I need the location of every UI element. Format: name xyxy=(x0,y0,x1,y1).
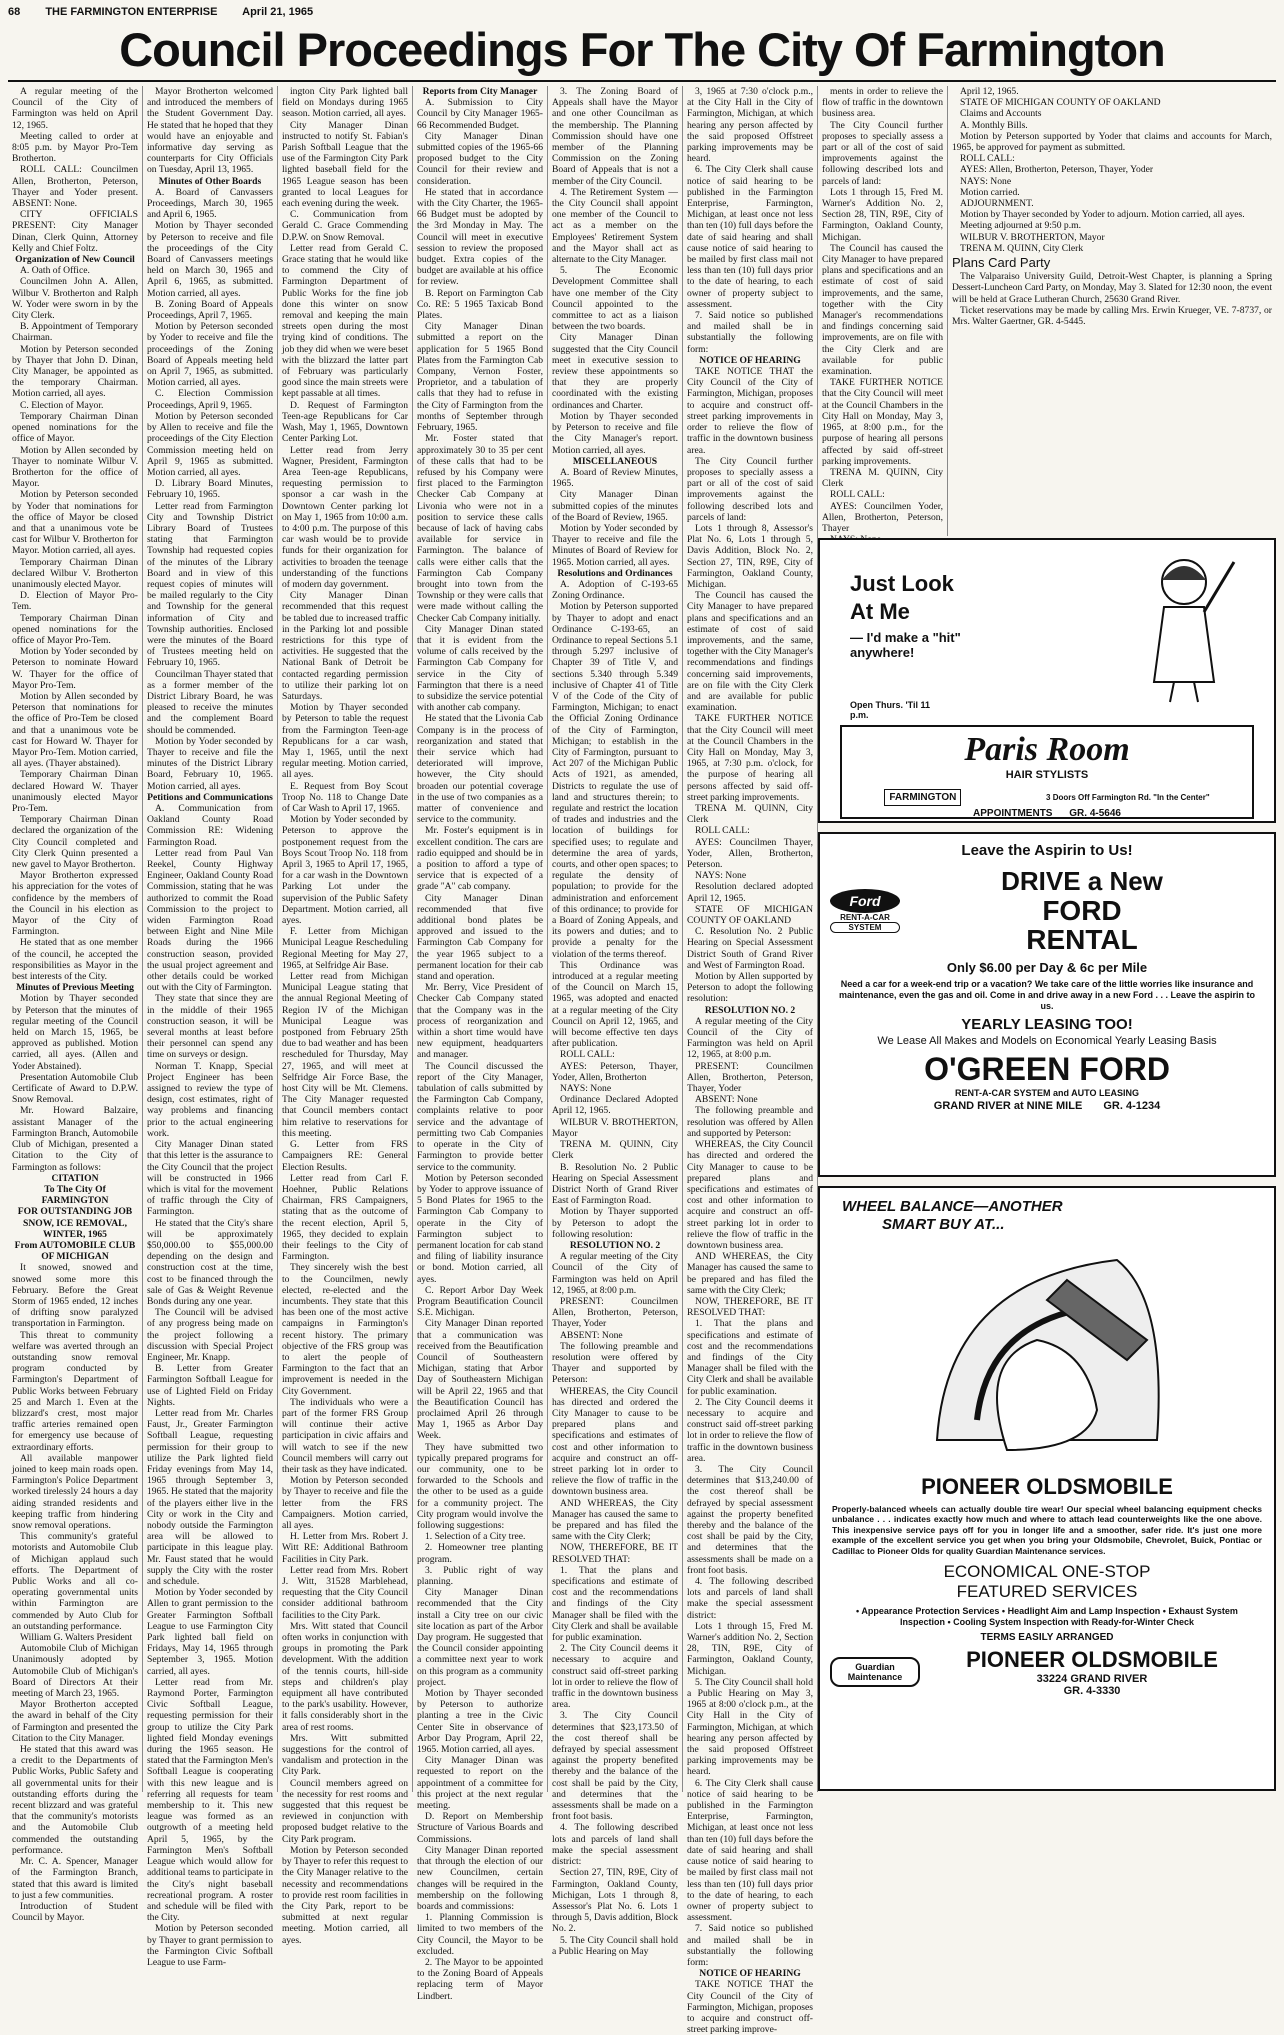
paragraph: ROLL CALL: xyxy=(960,153,1015,165)
paragraph: Letter read from Mrs. Robert J. Witt, 31528 Marblehead, requesting that the City Council consider additional bathroom facilities to the City Park. xyxy=(282,1564,408,1621)
paragraph: TAKE FURTHER NOTICE that the City Council will meet at the Council Chambers in the City Hall on Monday, May 3, 1965, at 8:00 p.m., for the purpose of hearing all persons affected by said off-street parking improvements. xyxy=(822,377,943,467)
headline-rule xyxy=(8,80,1276,82)
paragraph: City Manager Dinan instructed to notify St. Fabian's Parish Softball League that the use of the Farmington City Park lighted baseball field for the 1965 League season has been granted to local Leagues for each evening during the week. xyxy=(282,119,408,210)
ad-headline-1: WHEEL BALANCE—ANOTHER xyxy=(842,1198,1063,1215)
column-5 xyxy=(548,86,683,1957)
paragraph: Norman T. Knapp, Special Project Engineer has been assigned to review the type of design, cost estimates, right of way problems and financing prior to the actual engineering work. xyxy=(147,1060,273,1139)
paragraph: Mayor Brotherton expressed his appreciation for the votes of confidence by the members of the Council in his election as Mayor of the City of Farmington. xyxy=(12,870,138,938)
stylist-illustration xyxy=(1124,552,1244,702)
paragraph: Motion by Peterson seconded by Yoder to receive and file the proceedings of the Zoning Board of Appeals meeting held on April 7, 1965, as submitted. Motion carried, all ayes. xyxy=(147,321,273,389)
paragraph: Motion by Peterson supported by Yoder that claims and accounts for March, 1965, be approved for payment as submitted. xyxy=(952,130,1272,154)
paragraph: NOTICE OF HEARING xyxy=(699,1968,801,1980)
paragraph: A. Communication from Oakland County Road Commission RE: Widening Farmington Road. xyxy=(147,803,273,848)
salon-sub: HAIR STYLISTS xyxy=(1005,769,1089,781)
paragraph: 1. Planning Commission is limited to two members of the City Council, the Mayor to be excluded. xyxy=(417,1912,543,1957)
paragraph: MISCELLANEOUS xyxy=(572,455,658,467)
paragraph: AND WHEREAS, the City Manager has caused the same to be prepared and has filed the same with the City Clerk; xyxy=(552,1497,678,1543)
party-title: Plans Card Party xyxy=(952,255,1051,271)
paragraph: Claims and Accounts xyxy=(960,108,1042,120)
salon-phone: GR. 4-5646 xyxy=(1069,808,1121,819)
paragraph: NOTICE OF HEARING xyxy=(699,354,801,366)
paragraph: 7. Said notice so published and mailed shall be in substantially the following form: xyxy=(687,1923,813,1968)
store-hours: Open Thurs. 'Til 11 p.m. xyxy=(850,700,930,720)
paragraph: City Manager Dinan stated that it is evident from the volume of calls received by the Farmington Cab Company for service in the City of Farmington that there is a need to subsidize the service potential with another cab company. xyxy=(417,623,543,714)
paragraph: The Council will be advised of any progress being made on the project following a discussion with Special Project Engineer, Mr. Knapp. xyxy=(147,1307,273,1363)
paragraph: B. Resolution No. 2 Public Hearing on Special Assessment District North of Grand River East of Farmington Road. xyxy=(552,1161,678,1207)
ad-eco-2: FEATURED SERVICES xyxy=(956,1582,1138,1602)
paragraph: 3. The City Council determines that $23,173.50 of the cost thereof shall be defrayed by special assessment against the property benefited thereby and the balance of the cost shall be paid by the City, and determines that the assessments shall be made on a front foot basis. xyxy=(552,1710,678,1823)
appointments-label: APPOINTMENTS xyxy=(973,808,1053,819)
paragraph: City Manager Dinan recommended that the City install a City tree on our civic site location as part of the Arbor Day program. He suggested that the Council consider appointing a committee next year to work on this program as a community project. xyxy=(417,1587,543,1688)
ad-yearly: YEARLY LEASING TOO! xyxy=(961,1016,1133,1033)
headline: Council Proceedings For The City Of Farmington xyxy=(119,23,1165,76)
paragraph: Motion by Thayer supported by Peterson to adopt the following resolution: xyxy=(552,1206,678,1240)
paragraph: Motion by Peterson supported by Thayer to adopt and enact Ordinance C-193-65, an Ordinance to repeal Sections 5.1 through 5.297 inclusive of Chapter 39 of Title V, and sections 5.340 through 5.349 inclusive of Chapter 41 of Title V of the Code of the City of Farmington, Michigan; to enact the Official Zoning Ordinance of the City of Farmington, Michigan; to establish in the City of Farmington, pursuant to Act 207 of the Michigan Public Acts of 1921, as amended, Districts to regulate the use of land and structures therein; to regulate and restrict the location of trades and industries and the location of buildings for specified uses; to regulate and determine the area of yards, courts, and other open spaces; to regulate the density of population; to provide for the administration and enforcement of this ordinance; to provide for a Board of Zoning Appeals, and its powers and duties; and to provide a penalty for the violation of the terms thereof. xyxy=(552,601,678,960)
paragraph: 5. The Economic Development Committee shall have one member of the City Council appointed to the committee to act as a liaison between the two boards. xyxy=(552,265,678,333)
paragraph: A regular meeting of the City Council of the City of Farmington was held on April 12, 1965, at 8:00 p.m. xyxy=(552,1251,678,1296)
paragraph: Temporary Chairman Dinan declared the organization of the City Council completed and City Clerk Quinn presented a new gavel to Mayor Brotherton. xyxy=(12,814,138,871)
paragraph: C. Resolution No. 2 Public Hearing on Special Assessment District South of Grand River and West of Farmington Road. xyxy=(687,926,813,971)
paragraph: Motion by Allen supported by Peterson to adopt the following resolution: xyxy=(687,971,813,1005)
paragraph: NAYS: None xyxy=(560,1083,612,1095)
paragraph: TAKE NOTICE THAT the City Council of the City of Farmington, Michigan, proposes to acquire and construct off-street parking improve- xyxy=(687,1979,813,2035)
paragraph: Motion by Thayer seconded by Peterson to table the request from the Farmington Teen-age Republicans for a car wash, May 1, 1965, until the next regular meeting. Motion carried, all ayes. xyxy=(282,702,408,781)
paragraph: Mrs. Witt stated that Council often works in conjunction with groups in promoting the Park development. With the addition of the tennis courts, hill-side steps and children's play equipment all have contributed to the park's usability. However, it falls considerably short in the area of rest rooms. xyxy=(282,1620,408,1733)
paragraph: PRESENT: Councilmen Allen, Brotherton, Peterson, Thayer, Yoder xyxy=(687,1060,813,1095)
paragraph: 5. The City Council shall hold a Public Hearing on May 3, 1965 at 8:00 o'clock p.m., at the City Hall in the City of Farmington, Michigan, at which hearing any person affected by the said proposed Offstreet parking improvements may be heard. xyxy=(687,1676,813,1778)
paragraph: The Council has caused the City Manager to have prepared plans and specifications and an estimate of cost of said improvements, and the same, together with the City Manager's recommendations and findings concerning said improvements, are on file with the City Clerk and are available for public examination. xyxy=(822,242,943,378)
paragraph: Letter read from Carl F. Hoehner, Public Relations Chairman, FRS Campaigners, stating that as the outcome of the recent election, April 5, 1965, they decided to explain their feelings to the City of Farmington. xyxy=(282,1172,408,1263)
paragraph: The City Council further proposes to specially assess a part or all of the cost of said improvements against the following described lots and parcels of land: xyxy=(822,119,943,187)
paragraph: Meeting adjourned at 9:50 p.m. xyxy=(960,220,1081,232)
paragraph: C. Election Commission Proceedings, April 9, 1965. xyxy=(147,388,273,411)
paragraph: Motion by Thayer seconded by Peterson to receive and file the proceedings of the City Board of Canvassers meetings held on March 30, 1965 and April 6, 1965, as submitted. Motion carried, all ayes. xyxy=(147,220,273,299)
paragraph: 1. Selection of a City tree. xyxy=(425,1531,526,1543)
paragraph: Councilman Thayer stated that as a former member of the District Library Board, he was pleased to receive the minutes and the complement Board should be commended. xyxy=(147,668,273,736)
column-3 xyxy=(278,86,413,1946)
paragraph: Motion by Peterson seconded by Thayer that John D. Dinan, City Manager, be appointed as the temporary Chairman. Motion carried, all ayes. xyxy=(12,343,138,400)
paragraph: Presentation Automobile Club Certificate of Award to D.P.W. Snow Removal. xyxy=(12,1071,138,1106)
paragraph: C. Election of Mayor. xyxy=(20,399,104,411)
paragraph: AND WHEREAS, the City Manager has caused the same to be prepared and has filed the same with the City Clerk; xyxy=(687,1251,813,1296)
paragraph: Motion by Peterson seconded by Thayer to grant permission to the Farmington Civic Softball League to use Farm- xyxy=(147,1923,273,1968)
paragraph: 5. The City Council shall hold a Public Hearing on May xyxy=(552,1934,678,1957)
paragraph: City Manager Dinan submitted copies of the 1965-66 proposed budget to the City Council for their review and consideration. xyxy=(417,130,543,187)
dealer-name: O'GREEN FORD xyxy=(924,1051,1170,1087)
paragraph: He stated that the City's share will be approximately $50,000.00 to $55,000.00 depending on the design and construction cost at the time, cost to be financed through the sale of Gas & Weight Revenue Bonds during any one year. xyxy=(147,1217,273,1307)
paragraph: Letter read from Mr. Raymond Porter, Farmington Civic Softball League, requesting permission for their group to utilize the City Park lighted field Monday evenings during the 1965 season. He stated that the Farmington Men's Softball League is cooperating with this new league and is referring all requests for team membership to it. This new league was formed as an outgrowth of a meeting held April 5, 1965, by the Farmington Men's Softball League which would allow for additional teams to participate in the City's night baseball recreational program. A roster and schedule will be filed with the City. xyxy=(147,1676,273,1924)
ad-top-line: Leave the Aspirin to Us! xyxy=(961,842,1133,859)
center-badge: FARMINGTON xyxy=(884,789,961,806)
paragraph: They sincerely wish the best to the Councilmen, newly elected, re-elected and the incumbents. They state that this has been one of the most active campaigns in Farmington's recent history. The primary objective of the FRS group was to alert the people of Farmington to the fact that an improvement is needed in the City Government. xyxy=(282,1262,408,1397)
paragraph: The individuals who were a part of the former FRS Group will continue their active participation in civic affairs and will watch to see if the new Council members will carry out their task as they have indicated. xyxy=(282,1396,408,1475)
columns xyxy=(8,86,1276,2035)
ad-terms: TERMS EASILY ARRANGED xyxy=(980,1632,1114,1644)
paragraph: City Manager Dinan was requested to report on the appointment of a committee for this project at the next regular meeting. xyxy=(417,1755,543,1812)
paragraph: April 12, 1965. xyxy=(960,86,1019,97)
paragraph: WILBUR V. BROTHERTON, Mayor xyxy=(960,231,1105,243)
paragraph: TRENA M. QUINN, City Clerk xyxy=(552,1139,678,1162)
paragraph: Motion by Thayer seconded by Yoder to adjourn. Motion carried, all ayes. xyxy=(960,209,1245,221)
paragraph: D. Request of Farmington Teen-age Republicans for Car Wash, May 1, 1965, Downtown Center Parking Lot. xyxy=(282,399,408,445)
paragraph: Temporary Chairman Dinan declared Howard W. Thayer unanimously elected Mayor Pro-Tem. xyxy=(12,769,138,814)
column-8 xyxy=(948,86,1276,536)
paragraph: William G. Walters President xyxy=(20,1632,133,1644)
ad-tagline-2: At Me xyxy=(850,599,910,624)
paragraph: A. Board of Canvassers Proceedings, March 30, 1965 and April 6, 1965. xyxy=(147,186,273,221)
paragraph: D. Library Board Minutes, February 10, 1965. xyxy=(147,478,273,501)
paragraph: ROLL CALL: xyxy=(695,825,750,837)
paragraph: Temporary Chairman Dinan opened nominations for the office of Mayor Pro-Tem. xyxy=(12,612,138,646)
paragraph: Temporary Chairman Dinan declared Wilbur V. Brotherton unanimously elected Mayor. xyxy=(12,556,138,590)
paragraph: Reports from City Manager xyxy=(422,86,538,97)
column-2 xyxy=(143,86,278,1968)
paragraph: Section 27, TIN, R9E, City of Farmington, Oakland County, Michigan, Lots 1 through 8, Assessor's Plat No. 6. Lots 1 through 5, Davis addition, Block No. 2. xyxy=(552,1867,678,1935)
paragraph: Mr. Howard Balzaire, assistant Manager of the Farmington Branch, Automobile Club of Michigan, presented a Citation to the City of Farmington as follows: xyxy=(12,1105,138,1173)
paragraph: 4. The Retirement System — the City Council shall appoint one member of the Council to act as a member on the Employees' Retirement System and the Mayor shall act as alternate to the City Manager. xyxy=(552,186,678,266)
column-4 xyxy=(413,86,548,2002)
paragraph: The following preamble and resolution was offered by Allen and supported by Peterson: xyxy=(687,1105,813,1139)
paragraph: Letter read from Michigan Municipal League stating that the annual Regional Meeting of Region IV of the Michigan Municipal League was postponed from February 25th due to bad weather and has been rescheduled for Thursday, May 27, 1965, and will meet at Selfridge Air Force Base, the host City will be Mt. Clemens. The City Manager requested that Council members contact him relative to reservations for this meeting. xyxy=(282,971,408,1139)
ad-headline-3: RENTAL xyxy=(1026,924,1138,955)
paragraph: NOW, THEREFORE, BE IT RESOLVED THAT: xyxy=(687,1295,813,1319)
paragraph: Motion by Yoder seconded by Thayer to receive and file the minutes of the District Library Board, February 10, 1965. Motion carried, all ayes. xyxy=(147,735,273,792)
paragraph: Resolutions and Ordinances xyxy=(557,567,673,579)
paragraph: AYES: Peterson, Thayer, Yoder, Allen, Brotherton xyxy=(552,1060,678,1083)
paris-room-ad xyxy=(818,538,1276,823)
paragraph: ROLL CALL: Councilmen Allen, Brotherton, Peterson, Thayer and Yoder present. ABSENT: None. xyxy=(12,164,138,210)
paragraph: Motion carried. xyxy=(960,186,1020,198)
paragraph: A. Board of Review Minutes, 1965. xyxy=(552,466,678,490)
paragraph: Petitions and Communications xyxy=(147,791,273,803)
column-6 xyxy=(683,86,818,2035)
paragraph: Motion by Thayer seconded by Peterson to authorize planting a tree in the Civic Center Site in observance of Arbor Day Program, April 22, 1965. Motion carried, all ayes. xyxy=(417,1688,543,1756)
paragraph: Motion by Peterson seconded by Thayer to refer this request to the City Manager relative to the necessity and recommendations to provide rest room facilities in the City Park, report to be submitted at next regular meeting. Motion carried, all ayes. xyxy=(282,1844,408,1946)
paragraph: Motion by Thayer seconded by Peterson that the minutes of regular meeting of the Council held on March 15, 1965, be approved as published. Motion carried, all ayes. (Allen and Yoder Abstained). xyxy=(12,993,138,1072)
paragraph: CITY OFFICIALS PRESENT: City Manager Dinan, Clerk Quinn, Attorney Kelly and Chief Foltz. xyxy=(12,209,138,254)
paragraph: Mr. Berry, Vice President of Checker Cab Company stated that the Company was in the process of reorganization and within a short time would have new equipment, headquarters and manager. xyxy=(417,982,543,1061)
paragraph: TAKE NOTICE THAT the City Council of the City of Farmington, Michigan, proposes to acquire and construct off-street parking improvements in order to relieve the flow of traffic in the downtown business area. xyxy=(687,366,813,456)
paragraph: Letter read from Paul Van Reekel, County Highway Engineer, Oakland County Road Commission, stating that he was authorized to commit the Road Commission to the project to widen Farmington Road between Eight and Nine Mile Roads during the 1966 construction season, provided the usual project agreement and other details could be worked out with the City of Farmington. xyxy=(147,847,273,994)
paragraph: TRENA M. QUINN, City Clerk xyxy=(687,803,813,826)
paragraph: City Manager Dinan recommended that five additional bond plates be approved and issued to the Farmington Cab Company for the year 1965 subject to a permanent location for their cab stand and operation. xyxy=(417,892,543,983)
ad-eco-1: ECONOMICAL ONE-STOP xyxy=(943,1562,1151,1582)
issue-date: April 21, 1965 xyxy=(242,6,314,18)
paragraph: TRENA M. QUINN, City Clerk xyxy=(822,466,943,490)
ad-price: Only $6.00 per Day & 6c per Mile xyxy=(946,960,1148,975)
paragraph: Council members agreed on the necessity for rest rooms and suggested that this request be reviewed in conjunction with proposed budget relative to the City Park program. xyxy=(282,1777,408,1845)
paragraph: Letter read from Farmington City and Township District Library Board of Trustees stating that Farmington Township had requested copies of the minutes of the Library Board and in view of this request copies of minutes will be mailed regularly to the City and Township for the general information of City and Township authorities. Enclosed were the minutes of the Board of Trustees meeting held on February 10, 1965. xyxy=(147,500,273,669)
paragraph: B. Zoning Board of Appeals Proceedings, April 7, 1965. xyxy=(147,298,273,322)
wheel-weight-illustration xyxy=(917,1240,1177,1470)
paper-name: THE FARMINGTON ENTERPRISE xyxy=(45,6,218,18)
rent-a-car-label: RENT-A-CAR xyxy=(840,912,890,922)
paragraph: Introduction of Student Council by Mayor. xyxy=(12,1900,138,1924)
paragraph: A. Oath of Office. xyxy=(20,265,90,277)
paragraph: G. Letter from FRS Campaigners RE: General Election Results. xyxy=(282,1139,408,1173)
paragraph: A. Adoption of C-193-65 Zoning Ordinance. xyxy=(552,578,678,602)
ad-lease: We Lease All Makes and Models on Economical Yearly Leasing Basis xyxy=(877,1035,1217,1047)
paragraph: Motion by Peterson seconded by Yoder to approve issuance of 5 Bond Plates for 1965 to the Farmington Cab Company to operate in the City of Farmington subject to permanent location for cab stand and filing of liability insurance or bond. Motion carried, all ayes. xyxy=(417,1172,543,1285)
paragraph: Letter read from Mr. Charles Faust, Jr., Greater Farmington Softball League, requesting permission for their group to utilize the Park lighted field Friday evenings from May 14, 1965 through September 3, 1965. He stated that the majority of the players either live in the City or work in the City and nobody outside the Farmington area will be allowed to participate in this league play. Mr. Faust stated that he would supply the City with the roster and schedule. xyxy=(147,1407,273,1588)
paragraph: Mr. Foster's equipment is in excellent condition. The cars are radio equipped and should be in a position to afford a type of service that is expected of a grade "A" cab company. xyxy=(417,825,543,893)
paragraph: C. Communication from Gerald C. Grace Commending D.P.W. on Snow Removal. xyxy=(282,209,408,243)
paragraph: City Manager Dinan reported that a communication was received from the Beautification Council of Southeastern Michigan, stating that Arbor Day of Southeastern Michigan will be April 22, 1965 and that the Beautification Council has proclaimed April 26 through May 1, 1965 as Arbor Day Week. xyxy=(417,1318,543,1442)
paragraph: NOW, THEREFORE, BE IT RESOLVED THAT: xyxy=(552,1542,678,1565)
paragraph: NAYS: None xyxy=(695,870,747,882)
paragraph: AYES: Allen, Brotherton, Peterson, Thayer, Yoder xyxy=(960,164,1154,176)
ogreen-ford-ad xyxy=(818,832,1276,1177)
salon-address: 3 Doors Off Farmington Rd. "In the Center" xyxy=(1046,793,1210,802)
paragraph: City Manager Dinan suggested that the City Council meet in executive session to review these appointments so that they are properly coordinated with the existing ordinances and Charter. xyxy=(552,332,678,411)
paragraph: ROLL CALL: xyxy=(560,1049,615,1061)
paragraph: B. Letter from Greater Farmington Softball League for use of Lighted Field on Friday Nights. xyxy=(147,1363,273,1408)
paragraph: This Ordinance was introduced at a regular meeting of the Council on March 15, 1965, was adopted and enacted at a regular meeting of the City Council on April 12, 1965, and will become effective ten days after publication. xyxy=(552,959,678,1050)
paragraph: He stated that in accordance with the City Charter, the 1965-66 Budget must be adopted by the 3rd Monday in May. The Council will meet in executive session to review the proposed budget. Extra copies of the budget are available at his office for review. xyxy=(417,186,543,288)
paragraph: FOR OUTSTANDING JOB SNOW, ICE REMOVAL, WINTER, 1965 xyxy=(17,1206,133,1240)
paragraph: They have submitted two typically prepared programs for our community, one to be forwarded to the Schools and the other to be used as a guide for a community project. The City program would involve the following suggestions: xyxy=(417,1441,543,1531)
column-7 xyxy=(818,86,948,536)
paragraph: A regular meeting of the Council of the City of Farmington was held on April 12, 1965. xyxy=(12,86,138,131)
paragraph: D. Election of Mayor Pro-Tem. xyxy=(12,590,138,613)
paragraph: ROLL CALL: xyxy=(830,489,885,501)
folio xyxy=(8,6,1276,20)
col8-lines xyxy=(952,86,1272,254)
paragraph: WILBUR V. BROTHERTON, Mayor xyxy=(552,1116,678,1139)
paragraph: ABSENT: None xyxy=(695,1094,758,1106)
column-1 xyxy=(8,86,143,1924)
paragraph: Minutes of Previous Meeting xyxy=(16,982,134,994)
paragraph: They state that since they are in the middle of their 1965 construction season, it will be several months at least before their personnel can spend any time on surveys or design. xyxy=(147,993,273,1061)
paragraph: He stated that this award was a credit to the Departments of Public Works, Public Safety and all governmental units for their outstanding efforts during the recent blizzard and was grateful that the community's motorists and the Automobile Club commended the outstanding performance. xyxy=(12,1744,138,1856)
paragraph: Automobile Club of Michigan Unanimously adopted by Automobile Club of Michigan's Board of Directors At their meeting of March 23, 1965. xyxy=(12,1643,138,1700)
paragraph: From AUTOMOBILE CLUB OF MICHIGAN xyxy=(14,1239,136,1263)
paragraph: Organization of New Council xyxy=(15,254,135,266)
paragraph: 3, 1965 at 7:30 o'clock p.m., at the City Hall in the City of Farmington, Michigan, at which hearing any person affected by the said proposed Offstreet parking improvements may be heard. xyxy=(687,86,813,165)
paragraph: NAYS: None xyxy=(960,175,1012,187)
paragraph: This threat to community welfare was averted through an outstanding snow removal program conducted by Farmington's Department of Public Works between February 25 and March 1. Even at the blizzard's crest, most major traffic arteries remained open for emergency use because of extraordinary efforts. xyxy=(12,1329,138,1453)
paragraph: Letter read from Gerald C. Grace stating that he would like to commend the City of Farmington Department of Public Works for the fine job done this winter on snow removal and keeping the main streets open during the most trying kind of conditions. The job they did when we were beset with the blizzard the latter part of February was particularly good since the main streets were kept passable at all times. xyxy=(282,242,408,400)
paragraph: 3. The Zoning Board of Appeals shall have the Mayor and one other Councilman as the membership. The Planning Commission should have one member of the Planning Commission on the Zoning Board of Appeals that is not a member of the City Council. xyxy=(552,86,678,187)
paragraph: Lots 1 through 8, Assessor's Plat No. 6, Lots 1 through 5, Davis Addition, Block No. 2, Section 27, TIN, R9E, City of Farmington, Oakland County, Michigan. xyxy=(687,522,813,590)
paragraph: RESOLUTION NO. 2 xyxy=(704,1004,796,1016)
paragraph: Motion by Yoder seconded by Peterson to approve the postponement request from the Boys Scout Troop No. 118 from April 3, 1965 to April 17, 1965, for a car wash in the Downtown Parking Lot under the supervision of the Public Safety Department. Motion carried, all ayes. xyxy=(282,814,408,927)
dealer-name-footer: PIONEER OLDSMOBILE xyxy=(966,1647,1218,1673)
paragraph: City Manager Dinan stated that this letter is the assurance to the City Council that the project will be constructed in 1966 which is vital for the movement of traffic through the City of Farmington. xyxy=(147,1139,273,1218)
page-number: 68 xyxy=(8,6,21,18)
ad-headline-2: FORD xyxy=(1042,895,1122,926)
paragraph: This community's grateful motorists and Automobile Club of Michigan applaud such efforts. The Department of Public Works and all co-operating governmental units within Farmington are commended by Auto Club for an outstanding performance. xyxy=(12,1531,138,1632)
salon-name: Paris Room xyxy=(964,731,1130,768)
party-text: The Valparaiso University Guild, Detroit-West Chapter, is planning a Spring Dessert-Luncheon Card Party, on Monday, May 3. Slated for 12:30 noon, the event will be held at Grace Lutheran Church, 25630 Grand River. xyxy=(952,271,1272,305)
paragraph: Mayor Brotherton accepted the award in behalf of the City of Farmington and presented the Citation to the City Manager. xyxy=(12,1699,138,1744)
paragraph: 7. Said notice so published and mailed shall be in substantially the following form: xyxy=(687,310,813,355)
guardian-maintenance-badge: Guardian Maintenance xyxy=(830,1657,920,1687)
paragraph: 4. The following described lots and parcels of land shall make the special assessment district: xyxy=(552,1822,678,1868)
paragraph: Mayor Brotherton welcomed and introduced the members of the Student Government Day. He stated that he hoped that they would have an enjoyable and informative day serving as counterparts for City Officials on Tuesday, April 13, 1965. xyxy=(147,86,273,176)
paragraph: Motion by Allen seconded by Peterson that nominations for the office of Pro-Tem be closed and that a unanimous vote be cast for Howard W. Thayer for Mayor Pro-Tem. Motion carried, all ayes. (Thayer abstained). xyxy=(12,690,138,770)
paragraph: RESOLUTION NO. 2 xyxy=(569,1239,661,1251)
ad-headline-1: DRIVE a New xyxy=(1001,866,1163,896)
paragraph: C. Report Arbor Day Week Program Beautification Council S.E. Michigan. xyxy=(417,1284,543,1319)
paragraph: Councilmen John A. Allen, Wilbur V. Brotherton and Ralph W. Yoder were sworn in by the City Clerk. xyxy=(12,276,138,322)
paragraph: City Manager Dinan recommended that this request be tabled due to increased traffic in the Parking lot and possible restrictions for this type of activities. He suggested that the National Bank of Detroit be contacted regarding permission to utilize their parking lot on Saturdays. xyxy=(282,590,408,702)
paragraph: 2. The City Council deems it necessary to acquire and construct said off-street parking lot in order to relieve the flow of traffic in the downtown business area. xyxy=(552,1643,678,1711)
ad-services: • Appearance Protection Services • Headlight Aim and Lamp Inspection • Exhaust System Inspection • Cooling System Inspection with Ready-for-Winter Check xyxy=(856,1606,1238,1628)
paragraph: City Manager Dinan submitted copies of the minutes of the Board of Review, 1965. xyxy=(552,489,678,523)
paragraph: AYES: Councilmen Thayer, Yoder, Allen, Brotherton, Peterson. xyxy=(687,836,813,871)
paragraph: 3. The City Council determines that $13,240.00 of the cost thereof shall be defrayed by special assessment against the property benefited thereby and the balance of the cost shall be paid by the City, and determines that the assessments shall be made on a front foot basis. xyxy=(687,1463,813,1576)
paragraph: A. Submission to City Council by City Manager 1965-66 Recommended Budget. xyxy=(417,97,543,131)
paragraph: 3. Public right of way planning. xyxy=(417,1564,543,1588)
paragraph: City Manager Dinan submitted a report on the application for 5 1965 Bond Plates from the Farmington Cab Company, Vernon Foster, Proprietor, and a tabulation of calls that they had to refuse in the City of Farmington from the months of September through February, 1965. xyxy=(417,321,543,434)
paragraph: 2. The City Council deems it necessary to acquire and construct said off-street parking lot in order to relieve the flow of traffic in the downtown business area. xyxy=(687,1396,813,1464)
paragraph: WHEREAS, the City Council has directed and ordered the City Manager to cause to be prepared plans and specifications and estimates of cost and other information to acquire and construct an off-street parking lot in order to relieve the flow of traffic in the downtown business area. xyxy=(552,1385,678,1498)
dealer-phone: GR. 4-3330 xyxy=(1063,1685,1121,1698)
paragraph: 2. Homeowner tree planting program. xyxy=(417,1542,543,1565)
paragraph: The Council discussed the report of the City Manager, tabulation of calls submitted by the Farmington Cab Company, complaints relative to poor service and the advantage of permitting two Cab Companies to operate in the City of Farmington to provide better service to the community. xyxy=(417,1060,543,1173)
party-text-2: Ticket reservations may be made by calling Mrs. Erwin Krueger, VE. 7-8737, or Mrs. Walter Gaertner, GR. 4-5445. xyxy=(952,304,1272,328)
dealer-address: 33224 GRAND RIVER xyxy=(1036,1673,1148,1686)
paragraph: Meeting called to order at 8:05 p.m. by Mayor Pro-Tem Brotherton. xyxy=(12,130,138,165)
paragraph: Mrs. Witt submitted suggestions for the control of vandalism and protection in the City Park. xyxy=(282,1732,408,1778)
paragraph: Mr. Foster stated that approximately 30 to 35 per cent of these calls that had to be refused by his Company were first placed to the Farmington Checker Cab Company at Livonia who were not in a position to service these calls because of lack of having cabs available for service in Farmington. The balance of calls were either calls that the Farmington Cab Company brought into town from the Township or they were calls that were made without calling the Checker Cab Company initially. xyxy=(417,433,543,624)
paragraph: The City Council further proposes to specially assess a part or all of the cost of said improvements against the following described lots and parcels of land: xyxy=(687,455,813,523)
paragraph: CITATION xyxy=(51,1172,99,1184)
paragraph: Motion by Peterson seconded by Thayer to receive and file the letter from the FRS Campaigners. Motion carried, all ayes. xyxy=(282,1475,408,1531)
paragraph: STATE OF MICHIGAN COUNTY OF OAKLAND xyxy=(960,97,1161,109)
dealer-phone: GR. 4-1234 xyxy=(1103,1100,1161,1112)
ad-headline-2: SMART BUY AT... xyxy=(882,1216,1005,1233)
paragraph: Lots 1 through 15, Fred M. Warner's addition No. 2, Section 28, TIN, R9E, City of Farmington, Oakland County, Michigan. xyxy=(687,1620,813,1677)
paragraph: It snowed, snowed and snowed some more this February. Before the Great Storm of 1965 ended, 12 inches of drifting snow paralyzed transportation in Farmington. xyxy=(12,1262,138,1330)
paragraph: 2. The Mayor to be appointed to the Zoning Board of Appeals replacing term of Mayor Lindbert. xyxy=(417,1956,543,2002)
paragraph: Temporary Chairman Dinan opened nominations for the office of Mayor. xyxy=(12,410,138,445)
paragraph: Resolution declared adopted April 12, 1965. xyxy=(687,881,813,904)
right-ad-column xyxy=(818,86,1276,1792)
paragraph: 1. That the plans and specifications and estimate of cost and the recommendations and findings of the City Manager shall be filed with the City Clerk and shall be available for public examination. xyxy=(687,1318,813,1397)
paragraph: Motion by Allen seconded by Thayer to nominate Wilbur V. Brotherton for the office of Mayor. xyxy=(12,444,138,490)
paragraph: Motion by Yoder seconded by Peterson to nominate Howard W. Thayer for the office of Mayor Pro-Tem. xyxy=(12,646,138,691)
paragraph: The following preamble and resolution were offered by Thayer and supported by Peterson: xyxy=(552,1340,678,1386)
paragraph: Mr. C. A. Spencer, Manager of the Farmington Branch, stated that this award is limited to just a few communities. xyxy=(12,1856,138,1901)
paragraph: Motion by Peterson seconded by Yoder that nominations for the office of Mayor be closed and that a unanimous vote be cast for Wilbur V. Brotherton for Mayor. Motion carried, all ayes. xyxy=(12,489,138,557)
paragraph: He stated that the Livonia Cab Company is in the process of reorganization and stated that their service which had deteriorated will improve, however, the City should broaden our potential coverage in the use of two companies as a matter of convenience and service to the community. xyxy=(417,713,543,826)
ford-logo: Ford xyxy=(830,889,900,913)
dealer-address: GRAND RIVER at NINE MILE xyxy=(933,1100,1083,1112)
paragraph: He stated that as one member of the council, he accepted the responsibilities as Mayor in the best interests of the City. xyxy=(12,937,138,983)
paragraph: B. Report on Farmington Cab Co. RE: 5 1965 Taxicab Bond Plates. xyxy=(417,287,543,322)
paragraph: To The City Of FARMINGTON xyxy=(41,1183,109,1207)
paragraph: All available manpower joined to keep main roads open. Farmington's Police Department worked tirelessly 24 hours a day aiding stranded residents and keeping traffic from hindering snow removal operations. xyxy=(12,1452,138,1531)
ad-tagline-3: — I'd make a "hit" anywhere! xyxy=(850,630,961,660)
paragraph: E. Request from Boy Scout Troop No. 118 to Change Date of Car Wash to April 17, 1965. xyxy=(282,780,408,814)
paragraph: 4. The following described lots and parcels of land shall make the special assessment district: xyxy=(687,1576,813,1621)
paragraph: Motion by Yoder seconded by Allen to grant permission to the Greater Farmington Softball League to use Farmington City Park lighted ball field on Fridays, May 14, 1965 through September 3, 1965. Motion carried, all ayes. xyxy=(147,1587,273,1677)
paragraph: A regular meeting of the City Council of the City of Farmington was held on April 12, 1965, at 8:00 p.m. xyxy=(687,1015,813,1061)
paragraph: TRENA M. QUINN, City Clerk xyxy=(960,242,1084,254)
paragraph: B. Appointment of Temporary Chairman. xyxy=(12,321,138,344)
dealer-name: PIONEER OLDSMOBILE xyxy=(921,1474,1173,1499)
ad-tagline-1: Just Look xyxy=(850,571,954,596)
paragraph: 6. The City Clerk shall cause notice of said hearing to be published in the Farmington Enterprise, Farmington, Michigan, at least once not less than ten (10) full days before the date of said hearing and shall cause notice of said hearing to be mailed by first class mail not less than ten (10) full days prior to the date of hearing, to each owner of property subject to assessment. xyxy=(687,164,813,310)
paragraph: Motion by Yoder seconded by Thayer to receive and file the Minutes of Board of Review for 1965. Motion carried, all ayes. xyxy=(552,522,678,568)
paragraph: AYES: Councilmen Yoder, Allen, Brotherton, Peterson, Thayer xyxy=(822,500,943,534)
paragraph: 6. The City Clerk shall cause notice of said hearing to be published in the Farmington Enterprise, Farmington, Michigan, at least once not less than ten (10) full days before the date of said hearing and shall cause notice of said hearing to be mailed by first class mail not less than ten (10) full days prior to the date of hearing, to each owner of property subject to assessment. xyxy=(687,1777,813,1924)
paragraph: ments in order to relieve the flow of traffic in the downtown business area. xyxy=(822,86,943,120)
pioneer-oldsmobile-ad xyxy=(818,1186,1276,1791)
paragraph: A. Monthly Bills. xyxy=(960,119,1028,131)
paragraph: ington City Park lighted ball field on Mondays during 1965 season. Motion carried, all ayes. xyxy=(282,86,408,120)
ad-body: Properly-balanced wheels can actually double tire wear! Our special wheel balancing equipment checks unbalance . . . indicates exactly how much and where to attach lead counterweights like the one above. This inexpensive service pays off for you in longer life and a smoother, safer ride. It's just one more example of the excellent service you get when you bring your Oldsmobile, Chevrolet, Buick, Pontiac or Cadillac to Pioneer Olds for quality Guardian Maintenance services. xyxy=(832,1504,1262,1556)
paragraph: H. Letter from Mrs. Robert J. Witt RE: Additional Bathroom Facilities in City Park. xyxy=(282,1531,408,1565)
paragraph: ABSENT: None xyxy=(560,1329,623,1341)
paragraph: STATE OF MICHIGAN COUNTY OF OAKLAND xyxy=(687,903,813,927)
paragraph: WHEREAS, the City Council has directed and ordered the City Manager to cause to be prepared plans and specifications and estimates of cost and other information to acquire and construct an off-street parking lot in order to relieve the flow of traffic in the downtown business area. xyxy=(687,1139,813,1251)
paragraph: F. Letter from Michigan Municipal League Rescheduling Regional Meeting for May 27, 1965, at Selfridge Air Base. xyxy=(282,926,408,971)
paragraph: City Manager Dinan reported that through the election of our new Councilmen, certain changes will be required in the membership on the following boards and commissions: xyxy=(417,1844,543,1912)
paragraph: Letter read from Jerry Wagner, President, Farmington Area Teen-age Republicans, requesting permission to sponsor a car wash in the Downtown Center parking lot on May 1, 1965 from 10:00 a.m. to 4:00 p.m. The purpose of this car wash would be to provide funds for their organization for activities to broaden the teenage understanding of the functions of modern day government. xyxy=(282,444,408,590)
ad-system-line: RENT-A-CAR SYSTEM and AUTO LEASING xyxy=(954,1088,1139,1098)
paragraph: PRESENT: Councilmen Allen, Brotherton, Peterson, Thayer, Yoder xyxy=(552,1295,678,1330)
paragraph: 1. That the plans and specifications and estimate of cost and the recommendations and findings of the City Manager shall be filed with the City Clerk and shall be available for public examination. xyxy=(552,1564,678,1644)
paragraph: Motion by Peterson seconded by Allen to receive and file the proceedings of the City Election Commission meeting held on April 9, 1965 as submitted. Motion carried, all ayes. xyxy=(147,410,273,478)
paragraph: Motion by Thayer seconded by Peterson to receive and file the City Manager's report. Motion carried, all ayes. xyxy=(552,410,678,456)
paragraph: The Council has caused the City Manager to have prepared plans and specifications and an estimate of cost of said improvements, and the same, together with the City Manager's recommendations and findings concerning said improvements, are on file with the City Clerk and are available for public examination. xyxy=(687,590,813,714)
ad-body: Need a car for a week-end trip or a vacation? We take care of the little worries like insurance and maintenance, even the gas and oil. Come in and drive away in a new Ford . . . Leave the aspirin to us. xyxy=(838,979,1256,1011)
paragraph: Ordinance Declared Adopted April 12, 1965. xyxy=(552,1094,678,1117)
paragraph: ADJOURNMENT. xyxy=(960,198,1034,210)
paragraph: TAKE FURTHER NOTICE that the City Council will meet at the Council Chambers in the City Hall on Monday, May 3, 1965, at 7:30 p.m. o'clock, for the purpose of hearing all persons affected by said off-street parking improvements. xyxy=(687,713,813,803)
system-label: SYSTEM xyxy=(830,922,900,933)
paragraph: D. Report on Membership Structure of Various Boards and Commissions. xyxy=(417,1811,543,1845)
paragraph: Minutes of Other Boards xyxy=(158,175,262,187)
paragraph: Lots 1 through 15, Fred M. Warner's Addition No. 2, Section 28, TIN, R9E, City of Farmington, Oakland County, Michigan. xyxy=(822,186,943,243)
